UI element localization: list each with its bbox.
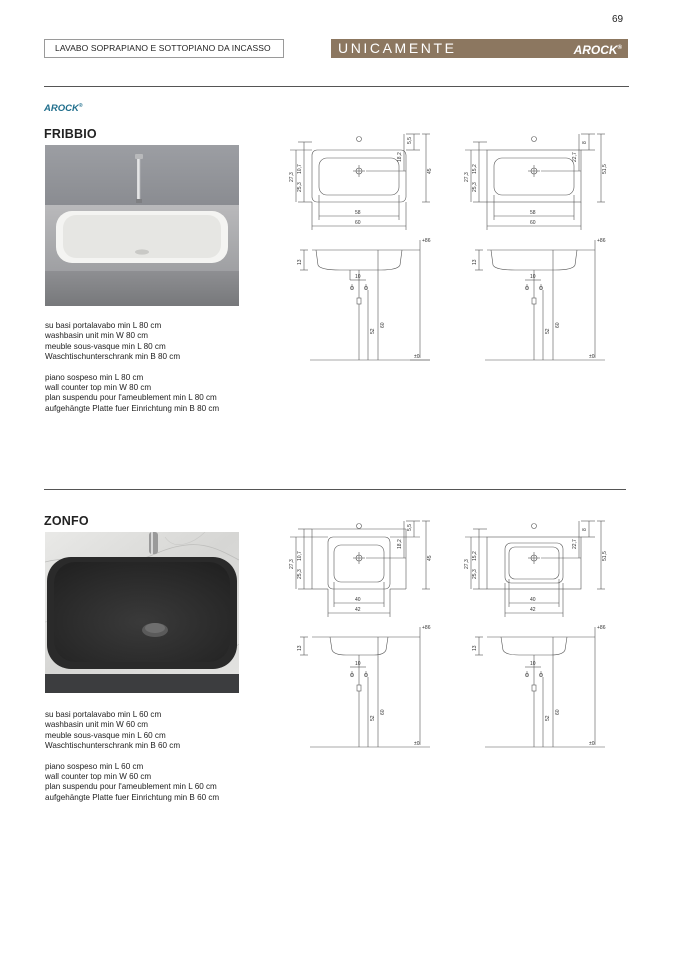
spec-line: wall counter top min W 80 cm [45, 383, 152, 393]
dim-zonfo-ls-h1: 52 [370, 715, 376, 721]
dim-zonfo-r-r1: 8 [582, 528, 588, 531]
spec-line: su basi portalavabo min L 80 cm [45, 321, 162, 330]
product-photo-zonfo [45, 532, 239, 693]
dim-zonfo-r-w2: 42 [530, 607, 536, 613]
spec-line: aufgehängte Platte fuer Einrichtung min B 80 cm [45, 403, 220, 413]
dim-zonfo-ls-top: +86 [422, 625, 431, 631]
product-title-zonfo: ZONFO [44, 514, 89, 528]
specs-top-fribbio [45, 373, 219, 415]
dim-fribbio-l-r1: 5,5 [407, 137, 413, 144]
dim-fribbio-ls-tap: 10 [355, 274, 361, 280]
dim-fribbio-ls-h1: 52 [370, 328, 376, 334]
page-number: 69 [612, 14, 624, 25]
specs-base-zonfo [45, 710, 219, 752]
dim-fribbio-l-r3: 45 [427, 168, 433, 174]
collection-name: UNICAMENTE [338, 40, 457, 56]
brand-logo-text: AROCK [573, 43, 618, 57]
dim-fribbio-l-r2: 18,2 [397, 152, 403, 162]
dim-fribbio-r-r1: 8 [582, 141, 588, 144]
dim-fribbio-l-w1: 58 [355, 210, 361, 216]
technical-drawing-fribbio-sottopiano [455, 130, 615, 370]
dim-fribbio-l-h1: 10,7 [297, 164, 303, 174]
dim-zonfo-l-r1: 5,5 [407, 524, 413, 531]
dim-zonfo-l-r3: 45 [427, 555, 433, 561]
dim-zonfo-l-h3: 25,3 [297, 569, 303, 579]
spec-line: plan suspendu pour l'ameublement min L 80 cm [45, 393, 217, 403]
dim-zonfo-rs-tap: 10 [530, 661, 536, 667]
spec-line: washbasin unit min W 60 cm [45, 720, 149, 730]
dim-zonfo-r-r3: 51,5 [602, 551, 608, 561]
dim-fribbio-l-h3: 25,3 [297, 182, 303, 192]
dim-zonfo-r-h3: 25,3 [472, 569, 478, 579]
dim-fribbio-rs-h1: 52 [545, 328, 551, 334]
technical-drawing-zonfo-soprapiano [280, 517, 440, 757]
dim-zonfo-r-w1: 40 [530, 597, 536, 603]
dim-fribbio-r-h3: 25,3 [472, 182, 478, 192]
brand-label-mark: ® [78, 103, 83, 109]
dim-zonfo-r-h1: 15,2 [472, 551, 478, 561]
spec-line: Waschtischunterschrank min B 60 cm [45, 741, 181, 751]
brand-logo-mark: ® [617, 45, 622, 51]
dim-fribbio-ls-floor: ±0 [414, 354, 420, 360]
dim-zonfo-l-w1: 40 [355, 597, 361, 603]
dim-zonfo-ls-depth: 13 [297, 645, 303, 651]
product-title-fribbio: FRIBBIO [44, 127, 97, 141]
dim-zonfo-r-r2: 22,7 [572, 539, 578, 549]
dim-zonfo-rs-depth: 13 [472, 645, 478, 651]
category-label: LAVABO SOPRAPIANO E SOTTOPIANO DA INCASSO [44, 39, 284, 58]
dim-zonfo-rs-h2: 60 [555, 709, 561, 715]
product-photo-fribbio [45, 145, 239, 306]
dim-fribbio-r-w2: 60 [530, 220, 536, 226]
dim-fribbio-rs-floor: ±0 [589, 354, 595, 360]
dim-fribbio-r-w1: 58 [530, 210, 536, 216]
brand-label [44, 103, 83, 114]
dim-zonfo-l-h2: 27,3 [289, 559, 295, 569]
brand-label-text: AROCK [44, 103, 79, 115]
dim-zonfo-l-r2: 18,2 [397, 539, 403, 549]
section-divider-middle [44, 489, 626, 490]
dim-fribbio-rs-depth: 13 [472, 259, 478, 265]
dim-fribbio-l-w2: 60 [355, 220, 361, 226]
collection-banner [331, 39, 628, 58]
dim-zonfo-ls-floor: ±0 [414, 741, 420, 747]
technical-drawing-fribbio-soprapiano [280, 130, 440, 370]
dim-fribbio-rs-tap: 10 [530, 274, 536, 280]
dim-fribbio-ls-top: +86 [422, 238, 431, 244]
dim-fribbio-rs-top: +86 [597, 238, 606, 244]
dim-fribbio-l-h2: 27,3 [289, 172, 295, 182]
spec-line: aufgehängte Platte fuer Einrichtung min B 60 cm [45, 792, 220, 802]
dim-fribbio-r-r2: 22,7 [572, 152, 578, 162]
specs-base-fribbio [45, 321, 219, 363]
spec-line: Waschtischunterschrank min B 80 cm [45, 352, 181, 362]
dim-zonfo-rs-floor: ±0 [589, 741, 595, 747]
spec-line: meuble sous-vasque min L 60 cm [45, 730, 166, 740]
specs-top-zonfo [45, 762, 219, 804]
dim-fribbio-r-h2: 27,3 [464, 172, 470, 182]
spec-line: plan suspendu pour l'ameublement min L 60 cm [45, 782, 217, 792]
dim-fribbio-rs-h2: 60 [555, 322, 561, 328]
dim-fribbio-r-r3: 51,5 [602, 164, 608, 174]
dim-fribbio-ls-depth: 13 [297, 259, 303, 265]
dim-zonfo-r-h2: 27,3 [464, 559, 470, 569]
spec-line: piano sospeso min L 60 cm [45, 761, 144, 771]
dim-zonfo-rs-h1: 52 [545, 715, 551, 721]
brand-logo [574, 40, 622, 59]
spec-line: wall counter top min W 60 cm [45, 772, 152, 782]
specs-fribbio [45, 321, 219, 414]
dim-fribbio-ls-h2: 60 [380, 322, 386, 328]
section-divider-top [44, 86, 629, 87]
spec-line: su basi portalavabo min L 60 cm [45, 710, 162, 719]
dim-zonfo-ls-tap: 10 [355, 661, 361, 667]
spec-line: piano sospeso min L 80 cm [45, 372, 144, 382]
dim-zonfo-rs-top: +86 [597, 625, 606, 631]
specs-zonfo [45, 710, 219, 803]
dim-zonfo-ls-h2: 60 [380, 709, 386, 715]
spec-line: washbasin unit min W 80 cm [45, 331, 149, 341]
dim-zonfo-l-h1: 10,7 [297, 551, 303, 561]
dim-fribbio-r-h1: 15,2 [472, 164, 478, 174]
dim-zonfo-l-w2: 42 [355, 607, 361, 613]
spec-line: meuble sous-vasque min L 80 cm [45, 341, 166, 351]
technical-drawing-zonfo-sottopiano [455, 517, 615, 757]
